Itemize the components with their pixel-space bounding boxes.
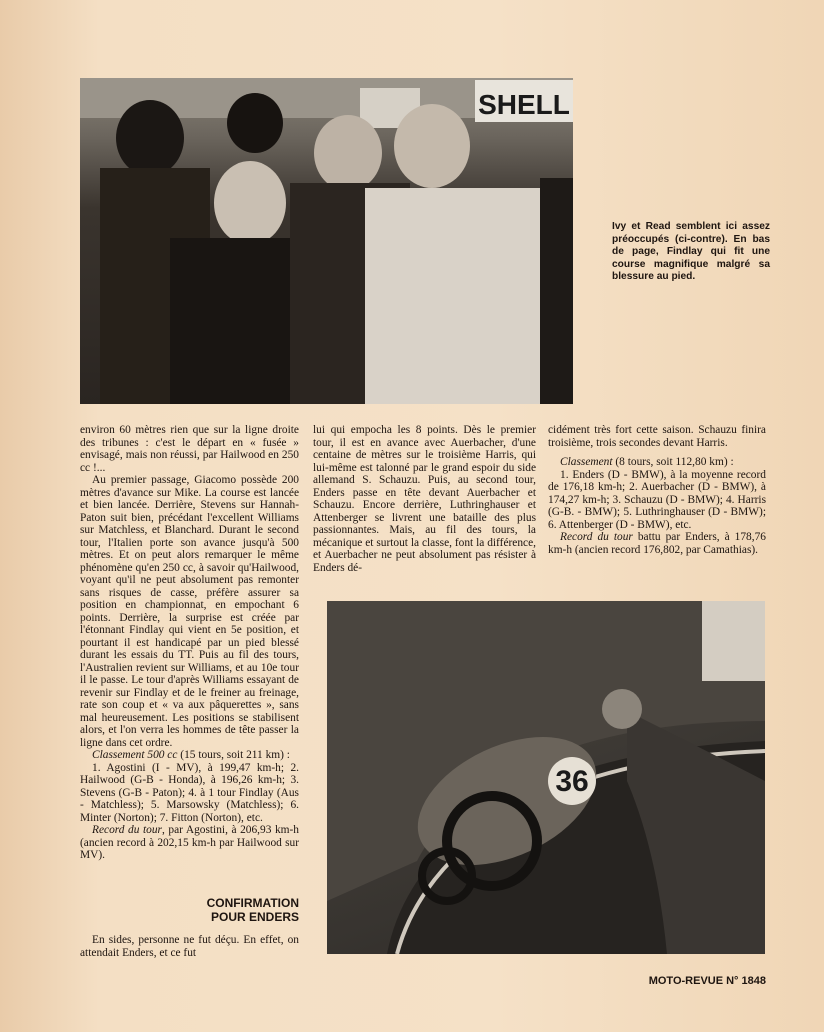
shell-sign: SHELL: [478, 89, 570, 120]
race-number: 36: [555, 765, 589, 798]
section-heading: [191, 896, 299, 924]
article-column-2: [313, 424, 536, 574]
photo-riders-watching: [80, 78, 573, 404]
classement-500-paragraph: [80, 749, 299, 762]
record-text: battu par Enders, à 178,76 km-h (ancien record 176,802, par Camathias).: [548, 531, 766, 556]
article-column-1: [80, 424, 299, 862]
heading-line-2: POUR ENDERS: [210, 910, 299, 924]
classement-detail: (8 tours, soit 112,80 km) :: [615, 456, 734, 468]
photo-findlay-racing: [327, 601, 765, 954]
photo-caption: Ivy et Read semblent ici assez préoccupés (ci-contre). En bas de page, Findlay qui fit une course magnifique malgré sa blessure au pied.: [612, 221, 770, 283]
classement-sides-paragraph: [548, 456, 766, 469]
heading-line-1: CONFIRMATION: [206, 896, 299, 910]
classement-detail: (15 tours, soit 211 km) :: [180, 749, 290, 761]
paragraph: Au premier passage, Giacomo possède 200 mètres d'avance sur Mike. La course est lancée et bien lancée. Derrière, Stevens sur Hannah-Paton suit bien, précédant l'excellent Williams sur Matchless, et Blanchard. Durant le second tour, l'Italien porte son avance jusqu'à 500 mètres. Et on peut alors remarquer le même phénomène qu'en 250 cc, à savoir qu'Hailwood, voyant qu'il ne peut absolument pas remonter sans risques de casse, préfère assurer sa position en championnat, en empochant 6 points. Derrière, la surprise est créée par l'étonnant Findlay qui vient en 5e position, et pourtant il est handicapé par un pied blessé durant les essais du TT. Puis au fil des tours, l'Australien revient sur Williams, et au 10e tour il le passe. Le tour d'après Williams essayant de revenir sur Findlay et de le freiner au freinage, rate son coup et « va aux pâquerettes », sans mal heureusement. Les positions se stabilisent alors, et l'on verra les hommes de tête passer la ligne dans cet ordre.: [80, 474, 299, 749]
paragraph: environ 60 mètres rien que sur la ligne droite des tribunes : c'est le départ en « fusée » envisagé, mais non réussi, par Hailwood en 250 cc !...: [80, 424, 299, 474]
paragraph: cidément très fort cette saison. Schauzu finira troisième, trois secondes devant Harris.: [548, 424, 766, 449]
paragraph: lui qui empocha les 8 points. Dès le premier tour, il est en avance avec Auerbacher, d'une centaine de mètres sur le troisième Harris, qui lui-même est talonné par le grand espoir du side allemand S. Schauzu. Puis, au second tour, Enders passe en tête devant Auerbacher et Schauzu. Encore derrière, Luthringhauser et Attenberger se livrent une bataille des plus passionnantes. Mais, au fil des tours, la mécanique et surtout la classe, font la différence, et Auerbacher ne peut absolument pas résister à Enders dé-: [313, 424, 536, 574]
photo-top-illustration: [80, 78, 573, 404]
paragraph: En sides, personne ne fut déçu. En effet, on attendait Enders, et ce fut: [80, 934, 299, 959]
photo-bottom-illustration: [327, 601, 765, 954]
classement-label: Classement 500 cc: [92, 749, 178, 761]
record-sides-paragraph: [548, 531, 766, 556]
classement-sides-results: 1. Enders (D - BMW), à la moyenne record de 176,18 km-h; 2. Auerbacher (D - BMW), à 174,27 km-h; 3. Schauzu (D - BMW); 4. Harris (G-B. - BMW); 5. Luthringhauser (D - BMW); 6. Attenberger (D - BMW), etc.: [548, 468, 766, 531]
classement-label: Classement: [560, 456, 613, 468]
record-label: Record du tour: [560, 531, 633, 543]
classement-500-results: 1. Agostini (I - MV), à 199,47 km-h; 2. Hailwood (G-B - Honda), à 196,26 km-h; 3. Stevens (G-B - Paton); 4. à 1 tour Findlay (Aus - Matchless); 5. Marsowsky (Matchless); 6. Minter (Norton); 7. Fitton (Norton), etc.: [80, 761, 299, 824]
record-500-paragraph: [80, 824, 299, 862]
record-text: , par Agostini, à 206,93 km-h (ancien record à 202,15 km-h par Hailwood sur MV).: [80, 824, 300, 861]
page-footer: MOTO-REVUE N° 1848: [648, 975, 766, 987]
record-label: Record du tour: [92, 824, 162, 836]
article-column-3: [548, 424, 766, 556]
article-column-1-continued: [80, 934, 299, 959]
